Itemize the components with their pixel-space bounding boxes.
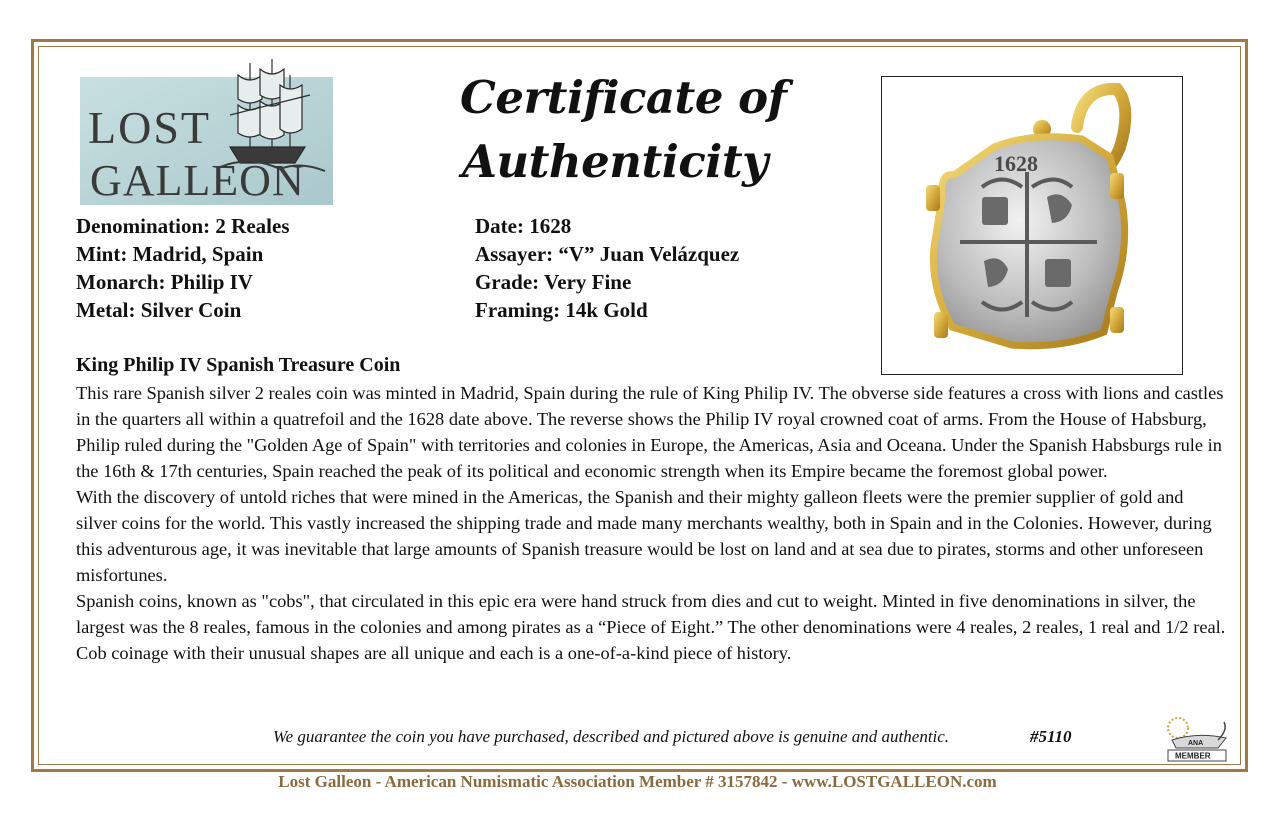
title-line-1: Certificate of <box>460 71 787 124</box>
badge-text-member: MEMBER <box>1175 751 1211 761</box>
paragraph: With the discovery of untold riches that were mined in the Americas, the Spanish and their mighty galleon fleets were the premier supplier of gold and silver coins for the world. This vastly increased the shipping trade and made many merchants wealthy, both in Spain and in the Colonies. However, during this adventurous age, it was inevitable that large amounts of Spanish treasure would be lost on land and at sea due to pirates, storms and other unforeseen misfortunes. <box>76 487 1212 585</box>
ana-member-badge-icon <box>1158 710 1232 762</box>
coin-photo-frame <box>881 76 1183 375</box>
title-line-2: Authenticity <box>462 135 768 188</box>
specs-left-column <box>76 212 290 324</box>
spec-mint: Mint: Madrid, Spain <box>76 242 264 266</box>
logo-text-lost: LOST <box>88 102 211 153</box>
coin-pendant-image <box>882 77 1181 373</box>
spec-framing: Framing: 14k Gold <box>475 298 648 322</box>
spec-assayer: Assayer: “V” Juan Velázquez <box>475 242 740 266</box>
spec-metal: Metal: Silver Coin <box>76 298 242 322</box>
certificate-number: #5110 <box>1030 727 1072 746</box>
badge-text-ana: ANA <box>1188 740 1204 747</box>
logo-text-galleon: GALLEON <box>90 156 305 205</box>
description-body <box>76 380 1226 666</box>
certificate-title <box>460 66 787 194</box>
guarantee-statement: We guarantee the coin you have purchased, described and pictured above is genuine and authentic. <box>273 727 950 746</box>
spec-grade: Grade: Very Fine <box>475 270 632 294</box>
spec-date: Date: 1628 <box>475 214 572 238</box>
coin-date-engraving: 1628 <box>994 151 1038 176</box>
paragraph: This rare Spanish silver 2 reales coin was minted in Madrid, Spain during the rule of King Philip IV. The obverse side features a cross with lions and castles in the quarters all within a quatrefoil and the 1628 date above. The reverse shows the Philip IV royal crowned coat of arms. From the House of Habsburg, Philip ruled during the "Golden Age of Spain" with territories and colonies in Europe, the Americas, Asia and Oceana. Under the Spanish Habsburgs rule in the 16th & 17th centuries, Spain reached the peak of its political and economic strength when its Empire became the foremost global power. <box>76 383 1224 481</box>
description-heading: King Philip IV Spanish Treasure Coin <box>76 354 401 376</box>
specs-right-column <box>475 212 739 324</box>
footer-contact-line: Lost Galleon - American Numismatic Association Member # 3157842 - www.LOSTGALLEON.com <box>278 772 997 791</box>
spec-denomination: Denomination: 2 Reales <box>76 214 290 238</box>
paragraph: Spanish coins, known as "cobs", that circulated in this epic era were hand struck from dies and cut to weight. Minted in five denominations in silver, the largest was the 8 reales, famous in the colonies and among pirates as a “Piece of Eight.” The other denominations were 4 reales, 2 reales, 1 real and 1/2 real. Cob coinage with their unusual shapes are all unique and each is a one-of-a-kind piece of history. <box>76 591 1226 663</box>
spec-monarch: Monarch: Philip IV <box>76 270 253 294</box>
lost-galleon-logo <box>80 55 333 205</box>
